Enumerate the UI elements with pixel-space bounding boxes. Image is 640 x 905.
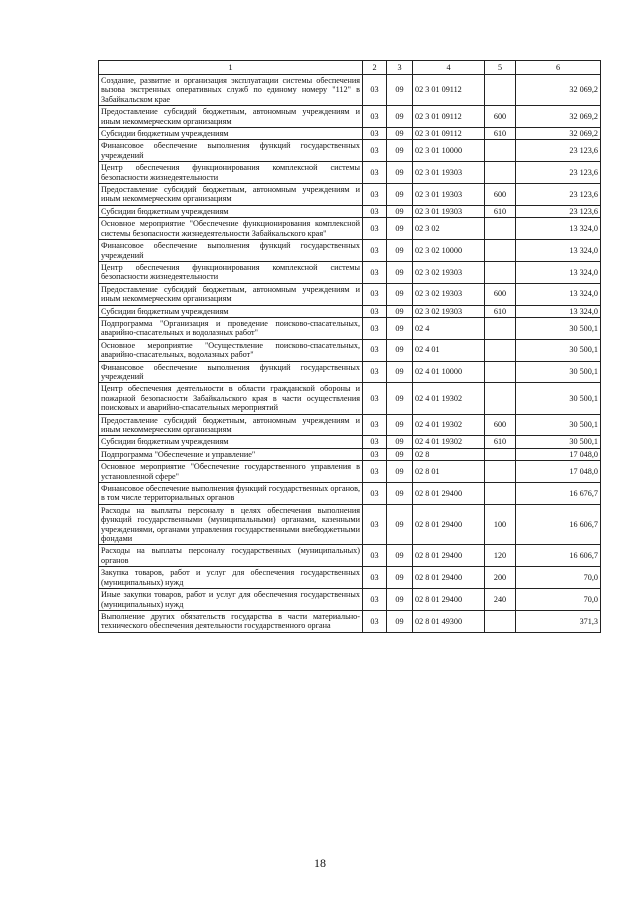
row-name-cell: Подпрограмма "Обеспечение и управление" (99, 448, 363, 460)
row-target-code-cell: 02 4 01 19302 (413, 414, 485, 436)
row-expense-type-cell (485, 261, 516, 283)
row-name-cell: Центр обеспечения функционирования комплексной системы безопасности жизнедеятельности (99, 162, 363, 184)
row-expense-type-cell: 240 (485, 589, 516, 611)
row-target-code-cell: 02 8 01 29400 (413, 589, 485, 611)
row-expense-type-cell (485, 339, 516, 361)
table-row (99, 317, 601, 339)
row-section-cell: 03 (363, 240, 387, 262)
table-row (99, 436, 601, 448)
row-amount-cell: 70,0 (516, 567, 601, 589)
table-row (99, 140, 601, 162)
row-section-cell: 03 (363, 483, 387, 505)
row-target-code-cell: 02 3 01 19303 (413, 205, 485, 217)
row-expense-type-cell (485, 240, 516, 262)
row-section-cell: 03 (363, 162, 387, 184)
row-amount-cell: 30 500,1 (516, 317, 601, 339)
row-subsection-cell: 09 (387, 205, 413, 217)
row-target-code-cell: 02 4 01 (413, 339, 485, 361)
table-row (99, 261, 601, 283)
row-name-cell: Финансовое обеспечение выполнения функций государственных органов, в том числе территориальных органов (99, 483, 363, 505)
row-name-cell: Основное мероприятие "Обеспечение государственного управления в установленной сфере" (99, 461, 363, 483)
row-target-code-cell: 02 3 02 (413, 218, 485, 240)
row-subsection-cell: 09 (387, 589, 413, 611)
header-row (99, 61, 601, 75)
row-subsection-cell: 09 (387, 361, 413, 383)
header-col-5: 5 (485, 61, 516, 75)
row-amount-cell: 32 069,2 (516, 106, 601, 128)
row-target-code-cell: 02 8 (413, 448, 485, 460)
row-subsection-cell: 09 (387, 75, 413, 106)
row-section-cell: 03 (363, 317, 387, 339)
header-col-3: 3 (387, 61, 413, 75)
row-name-cell: Финансовое обеспечение выполнения функций государственных учреждений (99, 361, 363, 383)
table-row (99, 162, 601, 184)
row-subsection-cell: 09 (387, 610, 413, 632)
table-row (99, 218, 601, 240)
row-name-cell: Выполнение других обязательств государства в части материально-технического обеспечения деятельности государственного органа (99, 610, 363, 632)
row-section-cell: 03 (363, 339, 387, 361)
row-target-code-cell: 02 4 01 19302 (413, 383, 485, 414)
row-target-code-cell: 02 3 01 19303 (413, 184, 485, 206)
table-row (99, 361, 601, 383)
row-target-code-cell: 02 3 01 09112 (413, 128, 485, 140)
row-amount-cell: 16 606,7 (516, 545, 601, 567)
row-amount-cell: 30 500,1 (516, 414, 601, 436)
header-col-4: 4 (413, 61, 485, 75)
row-subsection-cell: 09 (387, 339, 413, 361)
row-target-code-cell: 02 3 01 10000 (413, 140, 485, 162)
row-section-cell: 03 (363, 436, 387, 448)
row-expense-type-cell: 600 (485, 414, 516, 436)
row-subsection-cell: 09 (387, 545, 413, 567)
row-name-cell: Закупка товаров, работ и услуг для обеспечения государственных (муниципальных) нужд (99, 567, 363, 589)
row-section-cell: 03 (363, 448, 387, 460)
row-section-cell: 03 (363, 461, 387, 483)
row-amount-cell: 371,3 (516, 610, 601, 632)
row-subsection-cell: 09 (387, 317, 413, 339)
row-amount-cell: 16 676,7 (516, 483, 601, 505)
table-row (99, 567, 601, 589)
row-subsection-cell: 09 (387, 162, 413, 184)
table-row (99, 414, 601, 436)
row-section-cell: 03 (363, 361, 387, 383)
row-target-code-cell: 02 3 02 10000 (413, 240, 485, 262)
row-expense-type-cell (485, 610, 516, 632)
row-subsection-cell: 09 (387, 448, 413, 460)
row-expense-type-cell (485, 162, 516, 184)
row-name-cell: Расходы на выплаты персоналу в целях обеспечения выполнения функций государственными (муниципальными) органами, казенными учреждениями, органами управления государственными внебюджетными фондами (99, 504, 363, 545)
table-row (99, 283, 601, 305)
budget-table (98, 60, 601, 633)
row-target-code-cell: 02 4 (413, 317, 485, 339)
row-subsection-cell: 09 (387, 461, 413, 483)
row-target-code-cell: 02 8 01 (413, 461, 485, 483)
row-name-cell: Субсидии бюджетным учреждениям (99, 436, 363, 448)
row-name-cell: Основное мероприятие "Обеспечение функционирования комплексной системы безопасности жизнедеятельности Забайкальского края" (99, 218, 363, 240)
table-body (99, 75, 601, 633)
row-subsection-cell: 09 (387, 567, 413, 589)
row-subsection-cell: 09 (387, 283, 413, 305)
row-section-cell: 03 (363, 75, 387, 106)
row-target-code-cell: 02 8 01 29400 (413, 545, 485, 567)
row-expense-type-cell (485, 383, 516, 414)
table-row (99, 504, 601, 545)
row-target-code-cell: 02 3 02 19303 (413, 261, 485, 283)
row-expense-type-cell: 610 (485, 436, 516, 448)
row-subsection-cell: 09 (387, 128, 413, 140)
row-amount-cell: 13 324,0 (516, 305, 601, 317)
row-name-cell: Создание, развитие и организация эксплуатации системы обеспечения вызова экстренных оперативных служб по единому номеру "112" в Забайкальском крае (99, 75, 363, 106)
row-amount-cell: 30 500,1 (516, 339, 601, 361)
row-subsection-cell: 09 (387, 140, 413, 162)
row-amount-cell: 30 500,1 (516, 361, 601, 383)
row-expense-type-cell (485, 75, 516, 106)
table-row (99, 589, 601, 611)
row-section-cell: 03 (363, 610, 387, 632)
row-name-cell: Предоставление субсидий бюджетным, автономным учреждениям и иным некоммерческим организациям (99, 184, 363, 206)
row-amount-cell: 32 069,2 (516, 75, 601, 106)
row-name-cell: Иные закупки товаров, работ и услуг для обеспечения государственных (муниципальных) нужд (99, 589, 363, 611)
row-subsection-cell: 09 (387, 106, 413, 128)
row-name-cell: Расходы на выплаты персоналу государственных (муниципальных) органов (99, 545, 363, 567)
row-expense-type-cell (485, 483, 516, 505)
table-row (99, 483, 601, 505)
header-col-2: 2 (363, 61, 387, 75)
row-section-cell: 03 (363, 184, 387, 206)
row-target-code-cell: 02 4 01 19302 (413, 436, 485, 448)
row-target-code-cell: 02 8 01 29400 (413, 483, 485, 505)
table-row (99, 461, 601, 483)
row-name-cell: Субсидии бюджетным учреждениям (99, 305, 363, 317)
table-row (99, 545, 601, 567)
page-number: 18 (314, 856, 326, 870)
row-name-cell: Центр обеспечения деятельности в области гражданской обороны и пожарной безопасности Забайкальского края в части осуществления поисковых и аварийно-спасательных мероприятий (99, 383, 363, 414)
table-row (99, 448, 601, 460)
row-expense-type-cell: 600 (485, 283, 516, 305)
row-amount-cell: 13 324,0 (516, 283, 601, 305)
row-section-cell: 03 (363, 383, 387, 414)
row-amount-cell: 23 123,6 (516, 140, 601, 162)
table-row (99, 75, 601, 106)
row-name-cell: Предоставление субсидий бюджетным, автономным учреждениям и иным некоммерческим организациям (99, 414, 363, 436)
row-name-cell: Подпрограмма "Организация и проведение поисково-спасательных, аварийно-спасательных и водолазных работ" (99, 317, 363, 339)
row-section-cell: 03 (363, 106, 387, 128)
table-row (99, 339, 601, 361)
row-amount-cell: 32 069,2 (516, 128, 601, 140)
row-expense-type-cell (485, 361, 516, 383)
row-expense-type-cell: 200 (485, 567, 516, 589)
row-section-cell: 03 (363, 567, 387, 589)
row-expense-type-cell: 600 (485, 184, 516, 206)
row-target-code-cell: 02 8 01 29400 (413, 567, 485, 589)
header-col-6: 6 (516, 61, 601, 75)
row-expense-type-cell (485, 461, 516, 483)
row-expense-type-cell: 610 (485, 305, 516, 317)
row-target-code-cell: 02 3 01 09112 (413, 106, 485, 128)
row-section-cell: 03 (363, 128, 387, 140)
row-name-cell: Основное мероприятие "Осуществление поисково-спасательных, аварийно-спасательных, водолазных работ" (99, 339, 363, 361)
row-amount-cell: 23 123,6 (516, 162, 601, 184)
row-target-code-cell: 02 3 01 09112 (413, 75, 485, 106)
row-section-cell: 03 (363, 589, 387, 611)
row-subsection-cell: 09 (387, 414, 413, 436)
row-subsection-cell: 09 (387, 240, 413, 262)
row-amount-cell: 13 324,0 (516, 261, 601, 283)
row-section-cell: 03 (363, 504, 387, 545)
row-target-code-cell: 02 8 01 49300 (413, 610, 485, 632)
row-subsection-cell: 09 (387, 383, 413, 414)
row-section-cell: 03 (363, 545, 387, 567)
row-target-code-cell: 02 4 01 10000 (413, 361, 485, 383)
row-name-cell: Финансовое обеспечение выполнения функций государственных учреждений (99, 140, 363, 162)
row-name-cell: Финансовое обеспечение выполнения функций государственных учреждений (99, 240, 363, 262)
row-amount-cell: 16 606,7 (516, 504, 601, 545)
row-expense-type-cell: 120 (485, 545, 516, 567)
row-subsection-cell: 09 (387, 436, 413, 448)
row-amount-cell: 70,0 (516, 589, 601, 611)
table-row (99, 128, 601, 140)
row-amount-cell: 30 500,1 (516, 383, 601, 414)
row-subsection-cell: 09 (387, 504, 413, 545)
row-name-cell: Предоставление субсидий бюджетным, автономным учреждениям и иным некоммерческим организациям (99, 106, 363, 128)
row-expense-type-cell: 600 (485, 106, 516, 128)
row-amount-cell: 17 048,0 (516, 461, 601, 483)
row-target-code-cell: 02 3 01 19303 (413, 162, 485, 184)
row-amount-cell: 23 123,6 (516, 184, 601, 206)
row-amount-cell: 17 048,0 (516, 448, 601, 460)
row-expense-type-cell: 100 (485, 504, 516, 545)
row-section-cell: 03 (363, 261, 387, 283)
row-section-cell: 03 (363, 205, 387, 217)
row-section-cell: 03 (363, 414, 387, 436)
row-expense-type-cell (485, 317, 516, 339)
row-subsection-cell: 09 (387, 184, 413, 206)
row-expense-type-cell (485, 140, 516, 162)
table-header (99, 61, 601, 75)
row-subsection-cell: 09 (387, 305, 413, 317)
row-name-cell: Центр обеспечения функционирования комплексной системы безопасности жизнедеятельности (99, 261, 363, 283)
table-row (99, 184, 601, 206)
row-amount-cell: 30 500,1 (516, 436, 601, 448)
row-expense-type-cell: 610 (485, 128, 516, 140)
row-section-cell: 03 (363, 305, 387, 317)
row-name-cell: Субсидии бюджетным учреждениям (99, 205, 363, 217)
row-section-cell: 03 (363, 140, 387, 162)
table-row (99, 106, 601, 128)
row-amount-cell: 23 123,6 (516, 205, 601, 217)
table-row (99, 205, 601, 217)
row-name-cell: Предоставление субсидий бюджетным, автономным учреждениям и иным некоммерческим организациям (99, 283, 363, 305)
row-name-cell: Субсидии бюджетным учреждениям (99, 128, 363, 140)
table-row (99, 383, 601, 414)
row-target-code-cell: 02 3 02 19303 (413, 283, 485, 305)
header-col-1: 1 (99, 61, 363, 75)
table-row (99, 240, 601, 262)
row-section-cell: 03 (363, 218, 387, 240)
row-target-code-cell: 02 3 02 19303 (413, 305, 485, 317)
table-row (99, 610, 601, 632)
row-subsection-cell: 09 (387, 218, 413, 240)
row-expense-type-cell (485, 448, 516, 460)
row-section-cell: 03 (363, 283, 387, 305)
table-row (99, 305, 601, 317)
row-amount-cell: 13 324,0 (516, 240, 601, 262)
row-target-code-cell: 02 8 01 29400 (413, 504, 485, 545)
row-amount-cell: 13 324,0 (516, 218, 601, 240)
row-expense-type-cell: 610 (485, 205, 516, 217)
row-subsection-cell: 09 (387, 261, 413, 283)
row-subsection-cell: 09 (387, 483, 413, 505)
row-expense-type-cell (485, 218, 516, 240)
